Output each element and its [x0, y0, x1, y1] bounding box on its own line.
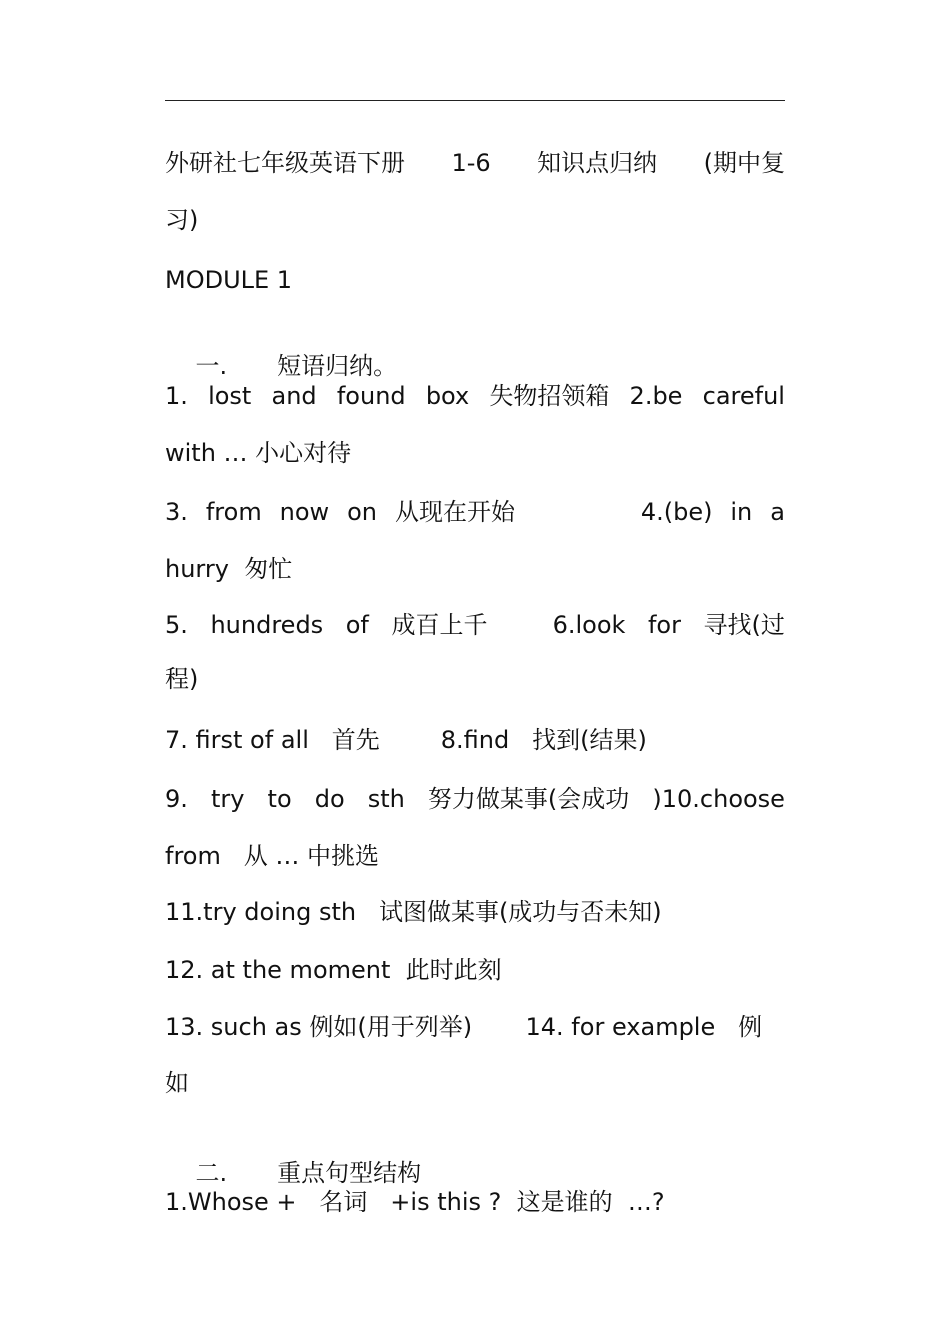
document-title-line1: 外研社七年级英语下册 1-6 知识点归纳 (期中复: [165, 149, 785, 177]
phrase-line-9: from 从 … 中挑选: [165, 842, 379, 870]
section-heading-sentences: 二. 重点句型结构: [195, 1159, 422, 1187]
sentence-line-1: 1.Whose + 名词 +is this ? 这是谁的 …?: [165, 1188, 665, 1216]
module-heading: MODULE 1: [165, 266, 293, 294]
phrase-line-10: 11.try doing sth 试图做某事(成功与否未知): [165, 898, 662, 926]
header-rule: [165, 100, 785, 101]
phrase-line-4: hurry 匆忙: [165, 555, 293, 583]
phrase-line-2: with … 小心对待: [165, 439, 352, 467]
phrase-line-1: 1. lost and found box 失物招领箱 2.be careful: [165, 382, 785, 410]
document-title-line2: 习): [165, 206, 199, 234]
phrase-line-11: 12. at the moment 此时此刻: [165, 956, 502, 984]
phrase-line-7: 7. first of all 首先 8.find 找到(结果): [165, 726, 647, 754]
phrase-line-13: 如: [165, 1069, 189, 1097]
phrase-line-6: 程): [165, 665, 199, 693]
section-heading-phrases: 一. 短语归纳。: [195, 352, 398, 380]
phrase-line-3: 3. from now on 从现在开始 4.(be) in a: [165, 498, 785, 526]
phrase-line-12: 13. such as 例如(用于列举) 14. for example 例: [165, 1013, 763, 1041]
phrase-line-5: 5. hundreds of 成百上千 6.look for 寻找(过: [165, 611, 785, 639]
phrase-line-8: 9. try to do sth 努力做某事(会成功 )10.choose: [165, 785, 785, 813]
